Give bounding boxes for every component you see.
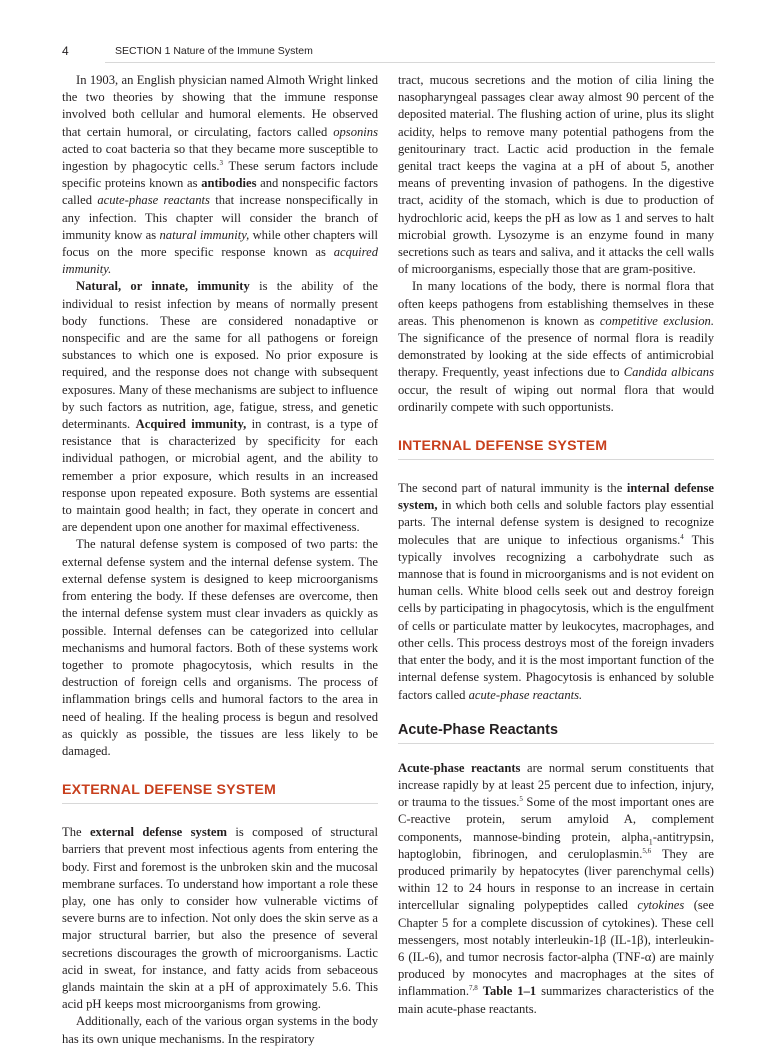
heading-external-defense: EXTERNAL DEFENSE SYSTEM xyxy=(62,782,378,804)
paragraph-normal-flora: In many locations of the body, there is normal flora that often keeps pathogens from establishing themselves in these areas. This phenomenon is known as competitive exclusion. The significance of the presence of normal flora is readily demonstrated by looking at the side effects of antimicrobial therapy. Frequently, yeast infections due to Candida albicans occur, the result of wiping out normal flora that would ordinarily compete with such opportunists. xyxy=(398,279,714,414)
paragraph-natural-defense: The natural defense system is composed of two parts: the external defense system and the internal defense system. The external defense system is designed to keep microorganisms from entering the body. If these defenses are overcome, then the internal defense system must clear invaders as quickly as possible. Internal defenses can be categorized into cellular mechanisms and humoral factors. Both of these systems work together to promote phagocytosis, which results in the destruction of foreign cells and organisms. The process of inflammation brings cells and humoral factors to the area in need of healing. If the healing process is begun and resolved as quickly as possible, the tissues are less likely to be damaged. xyxy=(62,537,378,758)
heading-internal-defense: INTERNAL DEFENSE SYSTEM xyxy=(398,438,714,460)
paragraph-organ-mechanisms: tract, mucous secretions and the motion of cilia lining the nasopharyngeal passages clear away almost 90 percent of the deposited material. The flushing action of urine, plus its slight acidity, helps to remove many potential pathogens from the genitourinary tract. Lactic acid production in the female genital tract keeps the vagina at a pH of about 5, another means of preventing invasion of pathogens. In the digestive tract, acidity of the stomach, which is due to production of hydrochloric acid, keeps the pH as low as 1 and serves to halt microbial growth. Lysozyme is an enzyme found in many secretions such as tears and saliva, and it attacks the cell walls of microorganisms, especially those that are gram-positive. xyxy=(398,73,714,277)
paragraph-natural-immunity: Natural, or innate, immunity is the ability of the individual to resist infection by means of normally present body functions. These are considered nonadaptive or nonspecific and are the same for all pathogens or foreign substances to which one is exposed. No prior exposure is required, and the response does not change with subsequent exposures. Many of these mechanisms are subject to influence by such factors as nutrition, age, fatigue, stress, and genetic determinants. Acquired immunity, in contrast, is a type of resistance that is characterized by specificity for each individual pathogen, or microbial agent, and the ability to remember a prior exposure, which results in an increased response upon repeated exposure. Both systems are essential to maintain good health; in fact, they operate in concert and are dependent upon one another for maximal effectiveness. xyxy=(62,279,378,535)
paragraph-internal-defense: The second part of natural immunity is the internal defense system, in which both cells and soluble factors play essential parts. The internal defense system is designed to recognize molecules that are unique to infectious organisms.$^4$ This typically involves recognizing a carbohydrate such as mannose that is found in microorganisms and is not evident on human cells. White blood cells seek out and destroy foreign cells by participating in phagocytosis, which is the engulfment of cells or particulate matter by leukocytes, macrophages, and other cells. This process destroys most of the foreign invaders that enter the body, and it is the most important function of the internal defense system. Phagocytosis is enhanced by soluble factors called acute-phase reactants. xyxy=(398,481,714,702)
page-number: 4 xyxy=(62,44,69,58)
paragraph-organ-systems: Additionally, each of the various organ systems in the body has its own unique mechanisms. In the respiratory xyxy=(62,1014,378,1046)
paragraph-external-defense: The external defense system is composed of structural barriers that prevent most infectious agents from entering the body. First and foremost is the unbroken skin and the mucosal membrane surfaces. To understand how important a role these play, one has only to consider how vulnerable victims of severe burns are to infection. Not only does the skin serve as a major structural barrier, but also the presence of several secretions discourages the growth of microorganisms. Lactic acid in sweat, for instance, and fatty acids from sebaceous glands maintain the skin at a pH of approximately 5.6. This acid pH keeps most microorganisms from growing. xyxy=(62,825,378,1012)
left-column xyxy=(62,72,378,1048)
heading-acute-phase-reactants: Acute-Phase Reactants xyxy=(398,722,714,744)
paragraph-wright: In 1903, an English physician named Almoth Wright linked the two theories by showing that the immune response involved both cellular and humoral elements. He observed that certain humoral, or circulating, factors called opsonins acted to coat bacteria so that they became more susceptible to ingestion by phagocytic cells.$^3$ These serum factors include specific proteins known as antibodies and nonspecific factors called acute-phase reactants that increase nonspecifically in any infection. This chapter will consider the branch of immunity know as natural immunity, while other chapters will focus on the more specific response known as acquired immunity. xyxy=(62,73,378,277)
running-header xyxy=(62,44,714,58)
section-title: SECTION 1 Nature of the Immune System xyxy=(115,45,313,57)
paragraph-acute-phase: Acute-phase reactants are normal serum constituents that increase rapidly by at least 25 percent due to infection, injury, or trauma to the tissues.$^5$ Some of the most important ones are C-reactive protein, serum amyloid A, complement components, mannose-binding protein, alpha$_1$-antitrypsin, haptoglobin, fibrinogen, and ceruloplasmin.$^{5,6}$ They are produced primarily by hepatocytes (liver parenchymal cells) within 12 to 24 hours in response to an increase in certain intercellular signaling polypeptides called cytokines (see Chapter 5 for a complete discussion of cytokines). These cell messengers, most notably interleukin-1β (IL-1β), interleukin-6 (IL-6), and tumor necrosis factor-alpha (TNF-α) are mainly produced by monocytes and macrophages at the sites of inflammation.$^{7,8}$ Table 1–1 summarizes characteristics of the main acute-phase reactants. xyxy=(398,760,714,1016)
header-rule xyxy=(105,62,715,63)
right-column xyxy=(398,72,714,1018)
table-reference: Table 1–1 xyxy=(482,984,537,999)
